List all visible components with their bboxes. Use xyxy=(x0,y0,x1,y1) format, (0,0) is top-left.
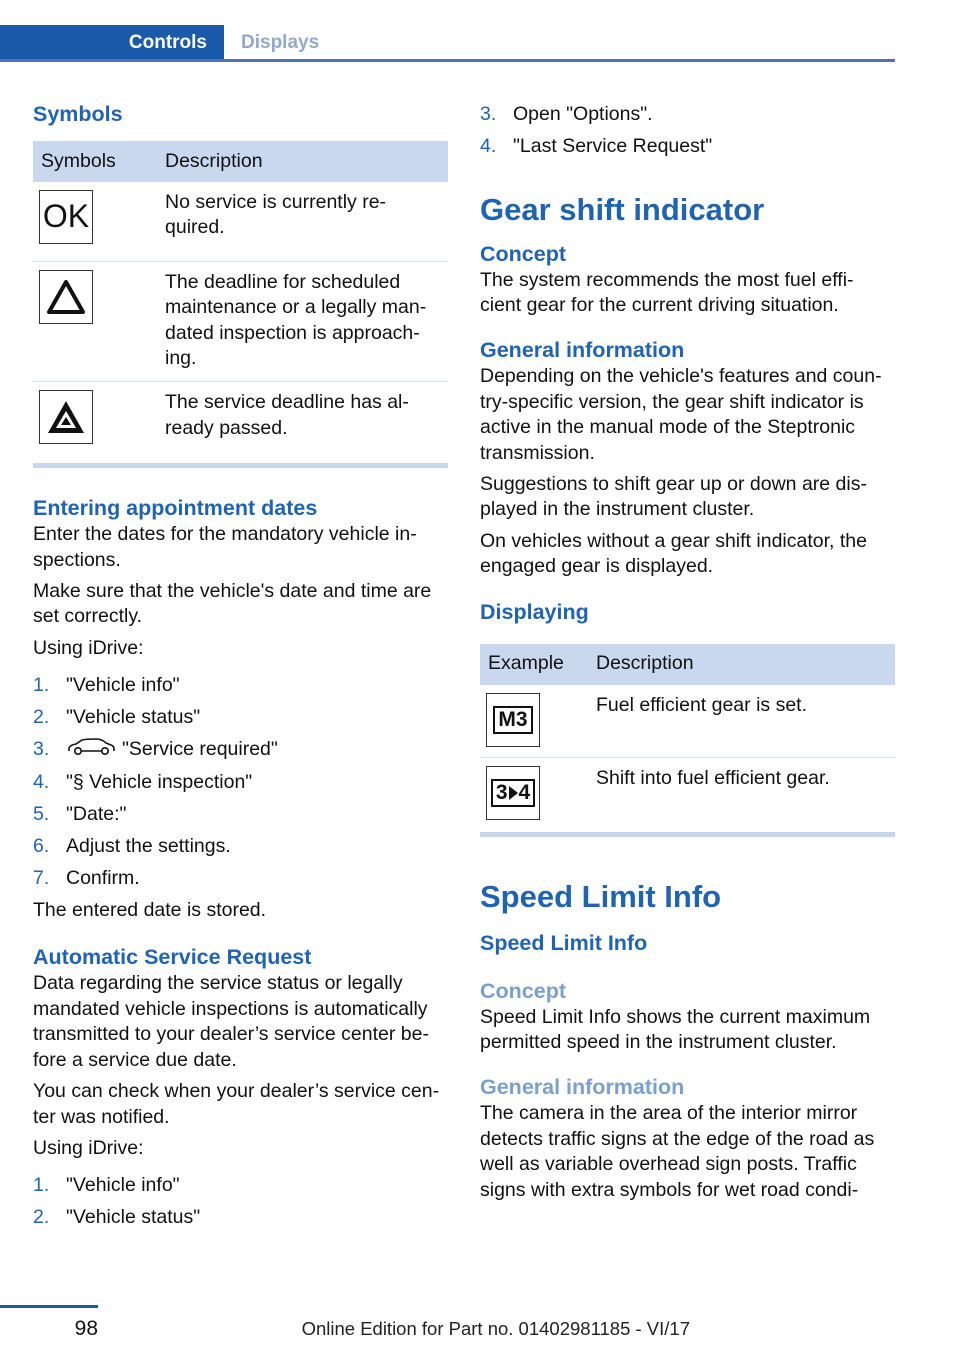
paragraph: The entered date is stored. xyxy=(33,899,267,922)
gear-examples-table xyxy=(480,644,895,830)
speed-limit-info-subheading: Speed Limit Info xyxy=(480,930,648,955)
paragraph: You can check when your dealer’s service cen- ter was notified. xyxy=(33,1080,440,1128)
list-item: 1. "Vehicle info" xyxy=(33,674,180,697)
header-rule xyxy=(0,59,895,62)
steps-list xyxy=(33,1173,448,1231)
paragraph: Speed Limit Info shows the current maximum permitted speed in the instrument cluster. xyxy=(480,1005,871,1053)
table-row xyxy=(33,182,448,261)
page-number-rule xyxy=(0,1305,98,1308)
paragraph: The system recommends the most fuel effi- cient gear for the current driving situation. xyxy=(480,268,854,316)
table-row xyxy=(480,757,895,830)
left-column xyxy=(33,102,448,1238)
steps-list-continued xyxy=(480,102,895,160)
symbols-table xyxy=(33,141,448,461)
row-description: No service is currently re- quired. xyxy=(157,182,448,261)
paragraph: Enter the dates for the mandatory vehicle in- spections. xyxy=(33,523,417,571)
tab-displays[interactable]: Displays xyxy=(241,32,320,53)
column-header-example: Example xyxy=(480,644,588,685)
displaying-heading: Displaying xyxy=(480,599,589,624)
entering-dates-heading: Entering appointment dates xyxy=(33,496,318,521)
symbols-heading: Symbols xyxy=(33,102,123,126)
paragraph: Make sure that the vehicle's date and time are set correctly. xyxy=(33,580,432,628)
list-item: 6. Adjust the settings. xyxy=(33,834,231,857)
row-description: Shift into fuel efficient gear. xyxy=(596,766,830,789)
column-header-symbols: Symbols xyxy=(33,141,157,182)
table-row xyxy=(33,382,448,461)
right-column xyxy=(480,102,895,1209)
table-row xyxy=(480,685,895,758)
ok-icon: OK xyxy=(39,190,93,244)
list-item: 5. "Date:" xyxy=(33,802,127,825)
list-item: 3. "Service required" xyxy=(33,737,448,763)
table-row xyxy=(33,261,448,382)
edition-footer: Online Edition for Part no. 01402981185 - VI/17 xyxy=(301,1318,690,1339)
row-description: The deadline for scheduled maintenance or a legally man- dated inspection is approach- ing. xyxy=(157,261,448,382)
list-item: 2. "Vehicle status" xyxy=(33,706,201,729)
gear-shift-3-to-4-icon: 3 4 xyxy=(486,766,540,820)
gear-m3-icon: M3 xyxy=(486,693,540,747)
table-header-row xyxy=(480,644,895,685)
paragraph: Data regarding the service status or legally mandated vehicle inspections is automatically transmitted to your dealer’s service center be- fore a service due date. xyxy=(33,972,429,1071)
list-item: 4. "§ Vehicle inspection" xyxy=(33,770,253,793)
list-item: 7. Confirm. xyxy=(33,866,140,889)
concept-heading: Concept xyxy=(480,241,566,266)
list-item: 4. "Last Service Request" xyxy=(480,135,713,158)
car-outline-icon xyxy=(66,738,116,763)
row-description: Fuel efficient gear is set. xyxy=(588,685,895,758)
steps-list xyxy=(33,673,448,891)
paragraph: Using iDrive: xyxy=(33,1136,144,1159)
row-description: The service deadline has al- ready passed. xyxy=(165,391,409,439)
paragraph: Suggestions to shift gear up or down are dis- played in the instrument cluster. xyxy=(480,472,867,521)
list-item: 1. "Vehicle info" xyxy=(33,1174,180,1197)
tab-controls[interactable] xyxy=(0,25,224,62)
warning-triangle-filled-icon xyxy=(39,390,93,444)
warning-triangle-outline-icon xyxy=(39,270,93,324)
page-number: 98 xyxy=(74,1317,98,1340)
paragraph: Using iDrive: xyxy=(33,636,144,659)
list-item: 2. "Vehicle status" xyxy=(33,1206,201,1229)
general-information-heading: General information xyxy=(480,1075,685,1100)
paragraph: Depending on the vehicle's features and coun- try-specific version, the gear shift indicator is active in the manual mode of the Steptronic transmission. xyxy=(480,365,882,464)
column-header-description: Description xyxy=(588,644,895,685)
general-information-heading: General information xyxy=(480,338,685,363)
automatic-service-request-heading: Automatic Service Request xyxy=(33,945,312,970)
tab-controls-label: Controls xyxy=(128,32,207,53)
speed-limit-info-heading: Speed Limit Info xyxy=(480,878,722,914)
list-item: 3. Open "Options". xyxy=(480,103,653,125)
section-tab-bar xyxy=(0,25,895,62)
concept-heading: Concept xyxy=(480,978,566,1003)
paragraph: The camera in the area of the interior mirror detects traffic signs at the edge of the road as well as variable overhead sign posts. Traffic signs with extra symbols for wet road condi- xyxy=(480,1102,875,1201)
gear-shift-indicator-heading: Gear shift indicator xyxy=(480,191,765,227)
table-header-row xyxy=(33,141,448,182)
paragraph: On vehicles without a gear shift indicator, the engaged gear is displayed. xyxy=(480,529,867,578)
column-header-description: Description xyxy=(157,141,448,182)
